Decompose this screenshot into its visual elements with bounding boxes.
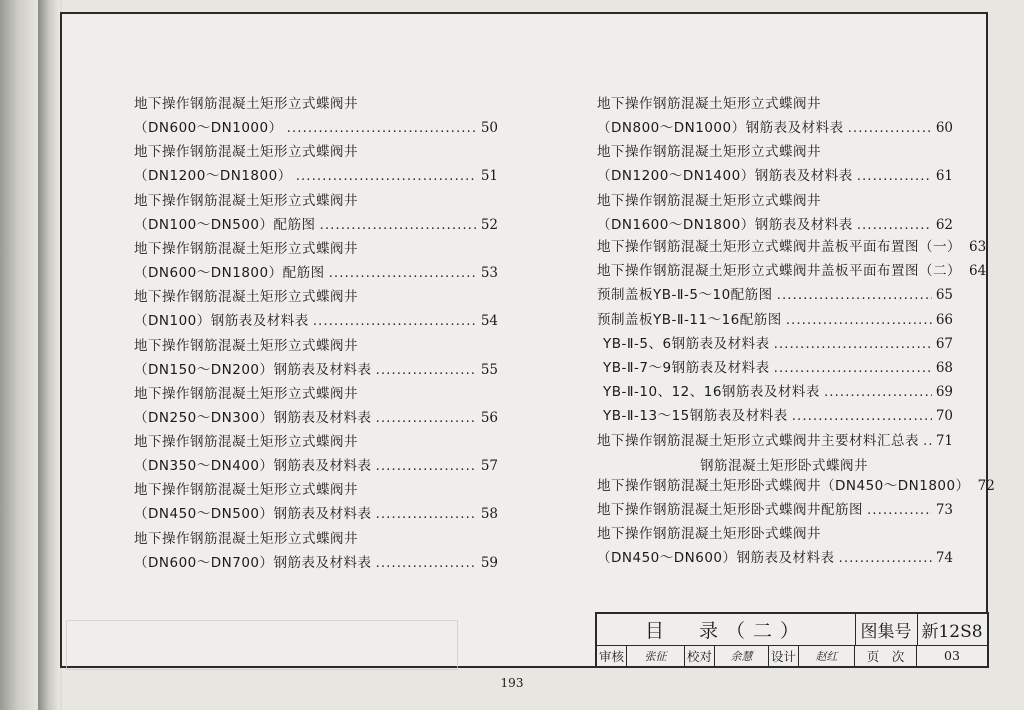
toc-entry-page: 71 (935, 432, 953, 449)
toc-entry-page: 57 (480, 458, 498, 475)
toc-entry-title: 地下操作钢筋混凝土矩形立式蝶阀井 (134, 240, 358, 257)
toc-entry-text: YB-Ⅱ-7～9钢筋表及材料表 (603, 360, 770, 376)
dot-leader (792, 408, 932, 424)
review-signature: 张征 (627, 645, 685, 666)
page-label: 页 次 (855, 645, 917, 666)
dot-leader (296, 168, 477, 184)
dot-leader (376, 410, 477, 426)
toc-entry-page: 56 (480, 409, 498, 426)
dot-leader (774, 336, 932, 352)
toc-entry-text: （DN1200～DN1400）钢筋表及材料表 (597, 168, 853, 185)
toc-entry-text: 地下操作钢筋混凝土矩形立式蝶阀井盖板平面布置图（一） (597, 239, 961, 255)
toc-entry-text: （DN1600～DN1800）钢筋表及材料表 (597, 216, 853, 233)
design-signature: 赵红 (799, 645, 855, 666)
toc-entry-title: 地下操作钢筋混凝土矩形卧式蝶阀井 (597, 526, 821, 542)
review-label: 审核 (597, 645, 627, 666)
toc-entry-page: 51 (480, 168, 498, 185)
check-signature: 余慧 (715, 645, 769, 666)
title-block-title: 目 录（二） (597, 614, 856, 645)
toc-entry-page: 50 (480, 120, 498, 136)
toc-entry (603, 336, 953, 352)
toc-entry-text: YB-Ⅱ-5、6钢筋表及材料表 (603, 335, 770, 352)
dot-leader (376, 458, 477, 474)
title-block (595, 612, 989, 668)
dot-leader (777, 287, 932, 303)
toc-entry-text: （DN800～DN1000）钢筋表及材料表 (597, 120, 844, 136)
toc-entry (597, 433, 953, 449)
toc-entry-page: 68 (935, 360, 953, 376)
toc-entry-text: （DN600～DN700）钢筋表及材料表 (134, 554, 372, 571)
toc-entry-text: 地下操作钢筋混凝土矩形立式蝶阀井主要材料汇总表 (597, 432, 919, 449)
toc-entry (597, 168, 953, 184)
toc-entry-page: 69 (935, 384, 953, 401)
dot-leader (376, 555, 477, 571)
page-value: 03 (944, 648, 960, 663)
toc-entry-page: 61 (935, 168, 953, 185)
dot-leader (857, 217, 932, 233)
dot-leader (329, 265, 477, 281)
toc-entry-text: （DN1200～DN1800） (134, 168, 292, 185)
toc-entry (134, 120, 498, 136)
toc-entry-title: 地下操作钢筋混凝土矩形立式蝶阀井 (134, 434, 358, 451)
toc-entry (597, 502, 953, 518)
atlas-number: 新12S8 (921, 622, 983, 642)
toc-entry-page: 58 (480, 506, 498, 523)
dot-leader (376, 362, 477, 378)
toc-entry-text: （DN250～DN300）钢筋表及材料表 (134, 409, 372, 426)
toc-entry-page: 62 (935, 216, 953, 233)
toc-entry-page: 67 (935, 335, 953, 352)
toc-entry-title: 地下操作钢筋混凝土矩形立式蝶阀井 (134, 530, 358, 547)
toc-entry-page: 66 (935, 311, 953, 328)
toc-entry-page: 74 (935, 550, 953, 566)
dot-leader (923, 433, 932, 449)
toc-entry-text: （DN350～DN400）钢筋表及材料表 (134, 458, 372, 475)
dot-leader (867, 502, 932, 518)
toc-entry-text: 预制盖板YB-Ⅱ-11～16配筋图 (597, 311, 782, 328)
toc-entry-title: 地下操作钢筋混凝土矩形立式蝶阀井 (597, 96, 821, 112)
toc-entry (597, 478, 995, 494)
toc-entry (134, 506, 498, 522)
toc-entry-text: 地下操作钢筋混凝土矩形卧式蝶阀井配筋图 (597, 502, 863, 519)
toc-entry (134, 410, 498, 426)
toc-entry (597, 263, 987, 280)
toc-entry-page: 59 (480, 554, 498, 571)
toc-entry-page: 52 (480, 216, 498, 233)
toc-entry-title: 地下操作钢筋混凝土矩形立式蝶阀井 (597, 144, 821, 161)
dot-leader (857, 168, 932, 184)
toc-entry (134, 555, 498, 571)
book-page-number: 193 (500, 676, 524, 690)
toc-entry-page: 63 (969, 239, 987, 255)
design-label: 设计 (769, 645, 799, 666)
toc-entry-title: 地下操作钢筋混凝土矩形立式蝶阀井 (134, 337, 358, 354)
dot-leader (313, 313, 477, 329)
dot-leader (848, 120, 932, 136)
toc-entry-text: （DN600～DN1800）配筋图 (134, 264, 325, 281)
toc-entry-title: 地下操作钢筋混凝土矩形立式蝶阀井 (134, 96, 358, 112)
toc-entry-title: 地下操作钢筋混凝土矩形立式蝶阀井 (134, 385, 358, 402)
toc-entry-page: 64 (969, 263, 987, 280)
toc-entry-title: 地下操作钢筋混凝土矩形立式蝶阀井 (597, 192, 821, 209)
toc-entry-text: YB-Ⅱ-10、12、16钢筋表及材料表 (603, 384, 820, 401)
toc-entry-page: 65 (935, 287, 953, 304)
toc-entry (603, 408, 953, 424)
toc-entry (134, 362, 498, 378)
dot-leader (287, 120, 477, 136)
toc-entry-page: 72 (977, 478, 995, 494)
toc-entry-text: （DN100）钢筋表及材料表 (134, 313, 309, 330)
toc-entry (597, 239, 987, 255)
toc-entry (134, 265, 498, 281)
toc-entry (597, 287, 953, 303)
toc-entry-title: 地下操作钢筋混凝土矩形立式蝶阀井 (134, 482, 358, 499)
book-gutter (38, 0, 60, 710)
toc-entry-title: 地下操作钢筋混凝土矩形立式蝶阀井 (134, 289, 358, 306)
toc-entry-text: （DN600～DN1000） (134, 120, 283, 136)
toc-entry-title: 地下操作钢筋混凝土矩形立式蝶阀井 (134, 144, 358, 161)
bleed-through-title-block (66, 620, 458, 670)
toc-entry-page: 54 (480, 313, 498, 330)
dot-leader (824, 384, 932, 400)
toc-entry-page: 55 (480, 361, 498, 378)
toc-entry (134, 458, 498, 474)
toc-entry-text: 地下操作钢筋混凝土矩形立式蝶阀井盖板平面布置图（二） (597, 263, 961, 280)
dot-leader (839, 550, 932, 566)
toc-entry (134, 217, 498, 233)
toc-entry-text: YB-Ⅱ-13～15钢筋表及材料表 (603, 408, 788, 425)
toc-entry-title: 地下操作钢筋混凝土矩形立式蝶阀井 (134, 192, 358, 209)
toc-entry (597, 120, 953, 136)
toc-entry (603, 384, 953, 400)
toc-entry-page: 53 (480, 264, 498, 281)
toc-entry-text: （DN450～DN600）钢筋表及材料表 (597, 550, 835, 566)
toc-entry-page: 70 (935, 408, 953, 425)
toc-entry-text: （DN100～DN500）配筋图 (134, 216, 316, 233)
toc-entry-text: （DN150～DN200）钢筋表及材料表 (134, 361, 372, 378)
toc-entry-text: （DN450～DN500）钢筋表及材料表 (134, 506, 372, 523)
check-label: 校对 (685, 645, 715, 666)
toc-entry (134, 313, 498, 329)
toc-entry-page: 60 (935, 120, 953, 136)
toc-entry (597, 217, 953, 233)
dot-leader (786, 312, 932, 328)
atlas-number-label: 图集号 (855, 614, 918, 645)
toc-entry (134, 168, 498, 184)
toc-entry (597, 312, 953, 328)
toc-entry-text: 地下操作钢筋混凝土矩形卧式蝶阀井（DN450～DN1800） (597, 478, 970, 494)
toc-entry (597, 550, 953, 566)
toc-entry-text: 预制盖板YB-Ⅱ-5～10配筋图 (597, 287, 773, 304)
dot-leader (320, 217, 477, 233)
toc-entry-page: 73 (935, 502, 953, 519)
dot-leader (774, 360, 932, 376)
toc-entry (603, 360, 953, 376)
dot-leader (376, 506, 477, 522)
section-heading: 钢筋混凝土矩形卧式蝶阀井 (700, 458, 868, 474)
